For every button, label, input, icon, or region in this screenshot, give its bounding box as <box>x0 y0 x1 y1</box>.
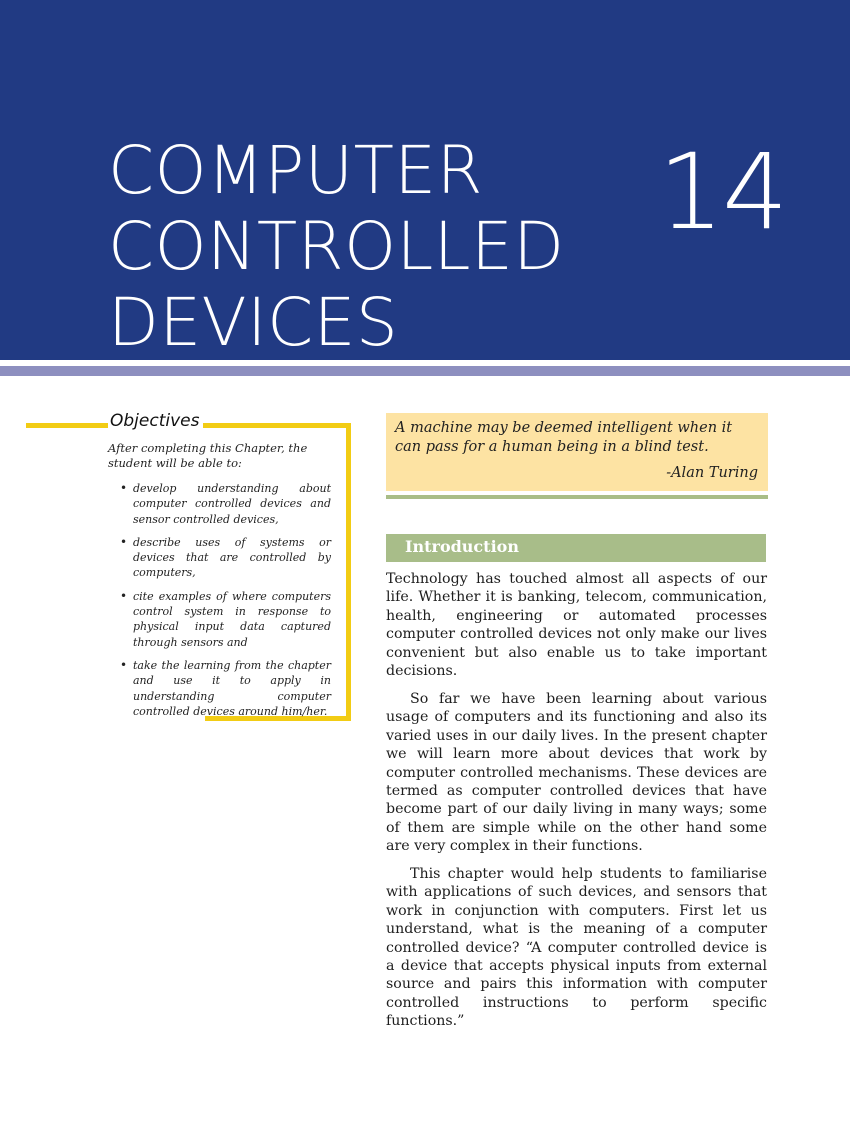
header-divider-band <box>0 366 850 376</box>
introduction-paragraph-3: This chapter would help students to familiarise with applications of such devices, and sensors that work in conjunction with computers. First let us understand, what is the meaning of a computer controlled device? “A computer controlled device is a device that accepts physical inputs from external source and pairs this information with computer controlled instructions to perform specific functions.” <box>386 866 767 1030</box>
chapter-header <box>0 0 850 360</box>
introduction-paragraph-1: Technology has touched almost all aspects of our life. Whether it is banking, telecom, communication, health, engineering or automated processes computer controlled devices not only make our lives convenient but also enable us to take important decisions. <box>386 571 767 680</box>
quote-author: -Alan Turing <box>666 465 758 481</box>
chapter-number: 14 <box>658 131 787 253</box>
introduction-heading: Introduction <box>405 537 519 556</box>
objectives-list <box>120 481 331 727</box>
objectives-border-right <box>346 423 351 721</box>
chapter-title-line-3: DEVICES <box>108 284 399 361</box>
objectives-heading: Objectives <box>110 411 200 431</box>
chapter-title-line-2: CONTROLLED <box>108 208 565 285</box>
objective-item: • develop understanding about computer controlled devices and sensor controlled devices, <box>120 481 331 527</box>
objective-item: • cite examples of where computers control system in response to physical input data captured through sensors and <box>120 589 331 650</box>
objective-item: • describe uses of systems or devices that are controlled by computers, <box>120 535 331 581</box>
quote-underline <box>386 495 768 499</box>
objective-item: • take the learning from the chapter and use it to apply in understanding computer controlled devices around him/her. <box>120 658 331 719</box>
objectives-intro: After completing this Chapter, the student will be able to: <box>108 441 308 470</box>
introduction-paragraph-2: So far we have been learning about various usage of computers and its functioning and also its varied uses in our daily lives. In the present chapter we will learn more about devices that work by computer controlled mechanisms. These devices are termed as computer controlled devices that have become part of our daily living in many ways; some of them are simple while on the other hand some are very complex in their functions. <box>386 691 767 855</box>
chapter-title-line-1: COMPUTER <box>108 132 483 209</box>
objectives-border-top-left <box>26 423 108 428</box>
objectives-border-top-right <box>203 423 351 428</box>
quote-text: A machine may be deemed intelligent when it can pass for a human being in a blind test. <box>395 420 733 455</box>
